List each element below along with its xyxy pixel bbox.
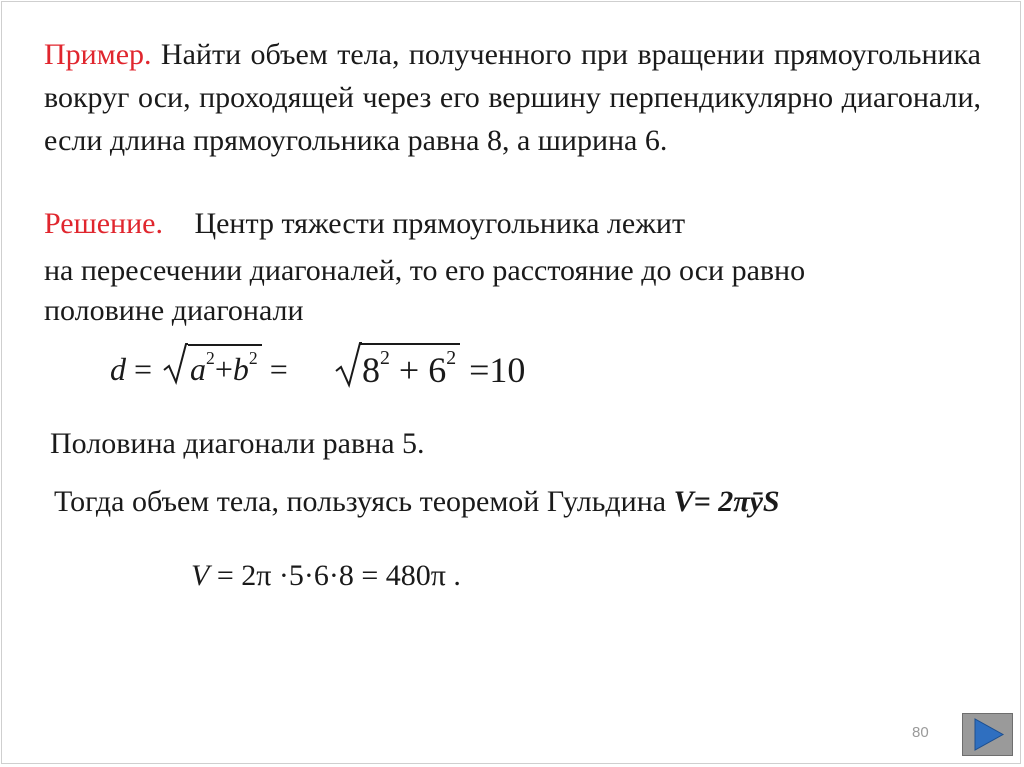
plus-sign: + <box>214 350 233 387</box>
diagonal-formula-right <box>332 343 525 391</box>
solution-line-3: половине диагонали <box>44 294 304 327</box>
play-next-icon <box>963 714 1012 755</box>
diagonal-formula-left <box>110 344 288 404</box>
guldin-formula: V= 2πȳS <box>673 485 780 518</box>
equals-sign-2: = <box>269 350 288 387</box>
problem-text: Найти объем тела, полученного при вращении прямоугольника вокруг оси, проходящей через его вершину перпендикулярно диагонали, если длина прямоугольника равна 8, а ширина 6. <box>44 38 981 157</box>
sqrt-8-6 <box>334 343 460 391</box>
var-b: b <box>232 350 249 387</box>
result-10: =10 <box>469 349 526 390</box>
exp-b: 2 <box>248 348 258 368</box>
radical-icon <box>334 341 362 389</box>
solution-body <box>44 251 944 331</box>
num-6: 6 <box>428 349 447 390</box>
exp-a: 2 <box>206 348 215 368</box>
var-v: V <box>191 559 210 592</box>
equals-sign: = <box>134 350 153 387</box>
num-8: 8 <box>362 349 380 390</box>
volume-formula <box>191 559 461 593</box>
plus-sign-2: + <box>398 349 420 390</box>
problem-label: Пример. <box>44 38 152 71</box>
exp-6: 2 <box>446 347 457 369</box>
problem-statement <box>44 33 981 162</box>
volume-calculation: = 2π ·5·6·8 = 480π . <box>209 559 461 592</box>
page-number: 80 <box>912 724 929 741</box>
solution-heading <box>44 204 685 244</box>
next-slide-button[interactable] <box>962 713 1013 756</box>
solution-line-2: на пересечении диагоналей, то его расстояние до оси равно <box>44 254 806 287</box>
guldin-sentence: Тогда объем тела, пользуясь теоремой Гульдина <box>54 485 674 518</box>
exp-8: 2 <box>380 347 390 369</box>
radical-icon <box>162 342 188 386</box>
guldin-text <box>54 482 780 522</box>
var-a: a <box>190 350 207 387</box>
solution-label: Решение. <box>44 207 163 240</box>
sqrt-a2-b2 <box>162 344 262 388</box>
half-diagonal-text: Половина диагонали равна 5. <box>50 427 425 460</box>
solution-first-line: Центр тяжести прямоугольника лежит <box>194 207 686 240</box>
var-d: d <box>110 350 126 387</box>
